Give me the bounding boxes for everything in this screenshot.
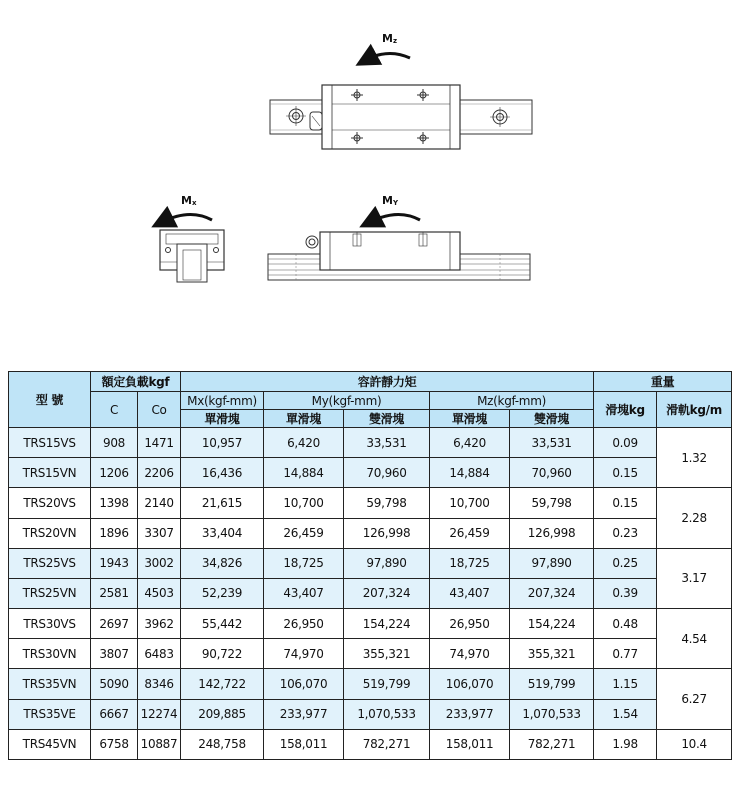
cell-co: 12274 [138,699,181,729]
my-arrow-icon [370,214,420,222]
header-static-moment: 容許靜力矩 [181,372,594,392]
header-c: C [91,392,138,428]
table-row [9,548,732,578]
grease-nipple-icon [310,112,322,130]
side-view [268,194,530,280]
cell-mz-single: 233,977 [430,699,510,729]
header-my-single: 單滑塊 [264,410,344,428]
cell-block-weight: 0.15 [594,488,657,518]
cell-my-double: 1,070,533 [344,699,430,729]
header-mz: Mz(kgf-mm) [430,392,594,410]
cell-rail-weight: 2.28 [657,488,732,548]
cell-c: 5090 [91,669,138,699]
cell-my-single: 233,977 [264,699,344,729]
cell-c: 2581 [91,578,138,608]
header-rated-load: 額定負載kgf [91,372,181,392]
cell-my-double: 782,271 [344,729,430,759]
mx-label: Mx [181,194,197,207]
cell-mz-double: 70,960 [510,458,594,488]
cell-my-single: 10,700 [264,488,344,518]
cell-model: TRS20VS [9,488,91,518]
cell-my-double: 519,799 [344,669,430,699]
cell-c: 2697 [91,609,138,639]
cell-my-single: 6,420 [264,428,344,458]
cell-mx: 52,239 [181,578,264,608]
cell-co: 3307 [138,518,181,548]
cell-mz-single: 106,070 [430,669,510,699]
table-row [9,488,732,518]
cell-my-single: 26,459 [264,518,344,548]
table-row [9,518,732,548]
cell-mz-single: 74,970 [430,639,510,669]
cell-c: 6667 [91,699,138,729]
cell-mz-single: 10,700 [430,488,510,518]
cell-my-single: 158,011 [264,729,344,759]
cell-model: TRS35VE [9,699,91,729]
cell-c: 1398 [91,488,138,518]
linear-guide-moment-diagram [0,0,740,360]
cell-mx: 16,436 [181,458,264,488]
cell-rail-weight: 4.54 [657,609,732,669]
cell-block-weight: 0.09 [594,428,657,458]
cell-mx: 209,885 [181,699,264,729]
mz-label: Mz [382,32,398,45]
cell-c: 3807 [91,639,138,669]
cell-model: TRS15VS [9,428,91,458]
cell-c: 6758 [91,729,138,759]
cell-my-single: 14,884 [264,458,344,488]
cell-block-weight: 0.39 [594,578,657,608]
cell-model: TRS45VN [9,729,91,759]
cell-mx: 55,442 [181,609,264,639]
cell-block-weight: 1.54 [594,699,657,729]
cell-block-weight: 0.15 [594,458,657,488]
cell-my-double: 207,324 [344,578,430,608]
header-mx-single: 單滑塊 [181,410,264,428]
table-row [9,609,732,639]
cell-rail-weight: 10.4 [657,729,732,759]
cell-model: TRS35VN [9,669,91,699]
cell-co: 6483 [138,639,181,669]
cell-mz-double: 33,531 [510,428,594,458]
header-model: 型 號 [9,372,91,428]
cell-my-double: 126,998 [344,518,430,548]
cell-mz-double: 519,799 [510,669,594,699]
cell-block-weight: 1.15 [594,669,657,699]
cell-mx: 142,722 [181,669,264,699]
header-mz-single: 單滑塊 [430,410,510,428]
header-my: My(kgf-mm) [264,392,430,410]
cell-co: 10887 [138,729,181,759]
cell-model: TRS25VS [9,548,91,578]
table-row [9,729,732,759]
cell-mz-single: 26,459 [430,518,510,548]
cell-my-single: 74,970 [264,639,344,669]
cell-my-double: 70,960 [344,458,430,488]
cell-my-double: 355,321 [344,639,430,669]
cell-mz-single: 26,950 [430,609,510,639]
cell-rail-weight: 6.27 [657,669,732,729]
cell-mx: 33,404 [181,518,264,548]
top-view [270,32,532,149]
header-mx: Mx(kgf-mm) [181,392,264,410]
cell-mz-double: 355,321 [510,639,594,669]
header-rail-weight: 滑軌kg/m [657,392,732,428]
cell-c: 1206 [91,458,138,488]
cell-mz-double: 782,271 [510,729,594,759]
cell-mx: 248,758 [181,729,264,759]
top-block [322,85,460,149]
cell-rail-weight: 1.32 [657,428,732,488]
cell-my-single: 18,725 [264,548,344,578]
cell-model: TRS20VN [9,518,91,548]
cell-co: 8346 [138,669,181,699]
cell-c: 908 [91,428,138,458]
table-row [9,458,732,488]
table-row [9,669,732,699]
my-label: MY [382,194,399,207]
cell-my-single: 43,407 [264,578,344,608]
header-my-double: 雙滑塊 [344,410,430,428]
cell-my-single: 106,070 [264,669,344,699]
cell-co: 4503 [138,578,181,608]
cell-co: 3002 [138,548,181,578]
cell-mx: 90,722 [181,639,264,669]
cell-my-single: 26,950 [264,609,344,639]
cell-mz-double: 1,070,533 [510,699,594,729]
cell-mz-double: 154,224 [510,609,594,639]
cell-block-weight: 0.48 [594,609,657,639]
cell-mx: 34,826 [181,548,264,578]
cell-model: TRS30VS [9,609,91,639]
cell-mx: 10,957 [181,428,264,458]
end-view [160,194,224,282]
cell-c: 1896 [91,518,138,548]
cell-model: TRS30VN [9,639,91,669]
mz-arrow-icon [366,53,410,60]
cell-mz-double: 126,998 [510,518,594,548]
table-row [9,578,732,608]
table-row [9,428,732,458]
cell-model: TRS15VN [9,458,91,488]
header-weight: 重量 [594,372,732,392]
cell-my-double: 154,224 [344,609,430,639]
cell-co: 2206 [138,458,181,488]
header-block-weight: 滑塊kg [594,392,657,428]
cell-mx: 21,615 [181,488,264,518]
header-co: Co [138,392,181,428]
cell-c: 1943 [91,548,138,578]
cell-rail-weight: 3.17 [657,548,732,608]
cell-block-weight: 0.25 [594,548,657,578]
cell-co: 3962 [138,609,181,639]
cell-mz-single: 158,011 [430,729,510,759]
specification-table [8,371,732,760]
mx-arrow-icon [162,214,212,222]
cell-co: 2140 [138,488,181,518]
cell-co: 1471 [138,428,181,458]
cell-my-double: 59,798 [344,488,430,518]
cell-my-double: 33,531 [344,428,430,458]
cell-mz-double: 97,890 [510,548,594,578]
cell-mz-single: 14,884 [430,458,510,488]
cell-mz-single: 43,407 [430,578,510,608]
header-mz-double: 雙滑塊 [510,410,594,428]
cell-mz-single: 6,420 [430,428,510,458]
cell-mz-double: 59,798 [510,488,594,518]
cell-my-double: 97,890 [344,548,430,578]
cell-block-weight: 0.77 [594,639,657,669]
cell-model: TRS25VN [9,578,91,608]
cell-block-weight: 1.98 [594,729,657,759]
cell-block-weight: 0.23 [594,518,657,548]
cell-mz-single: 18,725 [430,548,510,578]
table-row [9,699,732,729]
table-row [9,639,732,669]
cell-mz-double: 207,324 [510,578,594,608]
